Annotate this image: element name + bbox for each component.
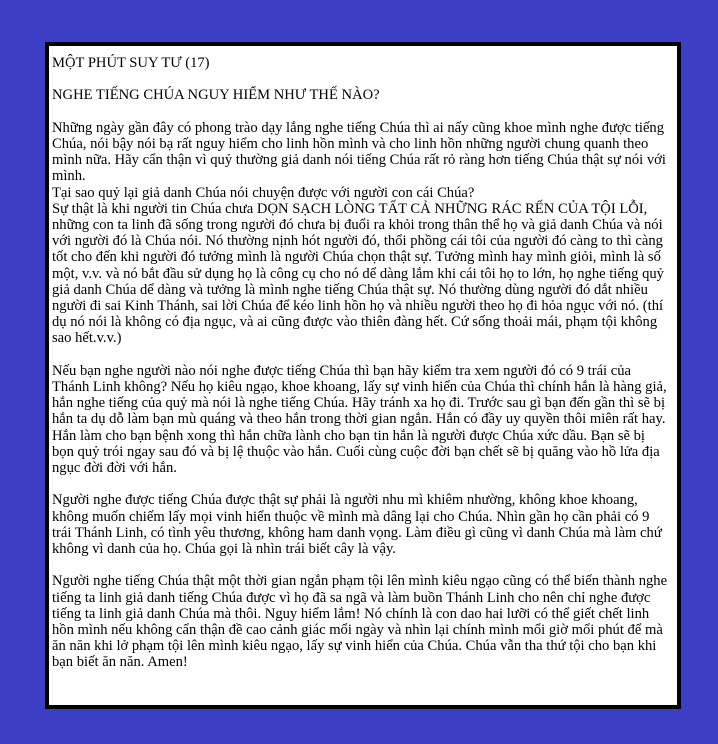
spacer <box>52 347 670 363</box>
spacer <box>52 476 670 492</box>
paragraph-1: Những ngày gần đây có phong trào dạy lắng nghe tiếng Chúa thì ai nấy cũng khoe mình nghe được tiếng Chúa, nói bậy nói bạ rất nguy hiểm cho linh hồn mình và cho linh hồn những người chung quanh theo mình nữa. Hãy cẩn thận vì quỷ thường giả danh nói tiếng Chúa rất rỏ ràng hơn tiếng Chúa thật sự nói với mình. Tại sao quỷ lại giả danh Chúa nói chuyện được với người con cái Chúa? Sự thật là khi người tin Chúa chưa DỌN SẠCH LÒNG TẤT CẢ NHỮNG RÁC RẾN CỦA TỘI LỖI, những con ta linh đã sống trong người đó chưa bị đuổi ra khỏi trong thân thể họ và giả danh Chúa và nói với người đó là Chúa nói. Nó thường nịnh hót người đó, thổi phồng cái tôi của người đó càng to thì càng tốt cho đến khi người đó tưởng mình là người Chúa chọn thật sự. Tưởng mình hay mình giỏi, mình là số một, v.v. và nó bắt đầu sử dụng họ là công cụ cho nó dể dàng lắm khi cái tôi họ to lớn, họ nghe tiếng quỷ giả danh Chúa dể dàng và tưởng là mình nghe tiếng Chúa thật sự. Nó thường dùng người đó dắt nhiều người đi sai Kinh Thánh, sai lời Chúa để kéo linh hồn họ và nhiều người theo họ đi hỏa ngục với nó. (thí dụ nó nói là không có địa ngục, và ai cũng được vào thiên đàng hết. Cứ sống thoải mái, phạm tội không sao hết.v.v.) <box>52 119 666 347</box>
document-page <box>49 46 677 705</box>
spacer <box>52 71 670 87</box>
series-title: MỘT PHÚT SUY TƯ (17) <box>52 55 210 71</box>
document-frame <box>45 42 681 709</box>
paragraph-2: Nếu bạn nghe người nào nói nghe được tiếng Chúa thì bạn hãy kiểm tra xem người đó có 9 trái của Thánh Linh không? Nếu họ kiêu ngạo, khoe khoang, lấy sự vinh hiển của Chúa thì chính hắn là hàng giả, hắn nghe tiếng của quỷ mà nói là nghe tiếng Chúa. Hãy tránh xa họ đi. Trước sau gì bạn đến gần thì sẽ bị hắn ta dụ dỗ làm bạn mù quáng và theo hắn trong thời gian ngắn. Hắn có đầy uy quyền thôi miên rất hay. Hắn làm cho bạn bệnh xong thì hắn chữa lành cho bạn tin hắn là người được Chúa xức dầu. Bạn sẽ bị bọn quỷ trói ngay sau đó và bị lệ thuộc vào hắn. Cuối cùng cuộc đời bạn chết sẽ bị quăng vào hồ lửa địa ngục đời đời với hắn. <box>52 362 667 477</box>
spacer <box>52 557 670 573</box>
article-heading: NGHE TIẾNG CHÚA NGUY HIỂM NHƯ THẾ NÀO? <box>52 87 380 104</box>
paragraph-3: Người nghe được tiếng Chúa được thật sự phải là người nhu mì khiêm nhường, không khoe khoang, không muốn chiếm lấy mọi vinh hiển thuộc về mình mà dâng lại cho Chúa. Nhìn gần họ cần phải có 9 trái Thánh Linh, có tình yêu thương, không ham danh vọng. Làm điều gì cũng vì danh Chúa mà làm chứ không vì danh của họ. Chúa gọi là nhìn trái biết cây là vậy. <box>52 492 662 558</box>
paragraph-4: Người nghe tiếng Chúa thật một thời gian ngắn phạm tội lên mình kiêu ngạo cũng có thể biến thành nghe tiếng ta linh giả danh tiếng Chúa được vì họ đã sa ngã và làm buồn Thánh Linh cho nên chỉ nghe được tiếng ta linh giả danh Chúa mà thôi. Nguy hiểm lắm! Nó chính là con dao hai lưỡi có thể giết chết linh hồn mình nếu không cẩn thận đề cao cảnh giác mổi ngày và nhìn lại chính mình mổi giờ mổi phút để mà ăn năn khi lở phạm tội lên mình kiêu ngạo, lấy sự vinh hiển của Chúa. Chúa vẫn tha thứ tội cho bạn khi bạn biết ăn năn. Amen! <box>52 573 668 671</box>
spacer <box>52 104 670 120</box>
document-content <box>52 55 670 671</box>
